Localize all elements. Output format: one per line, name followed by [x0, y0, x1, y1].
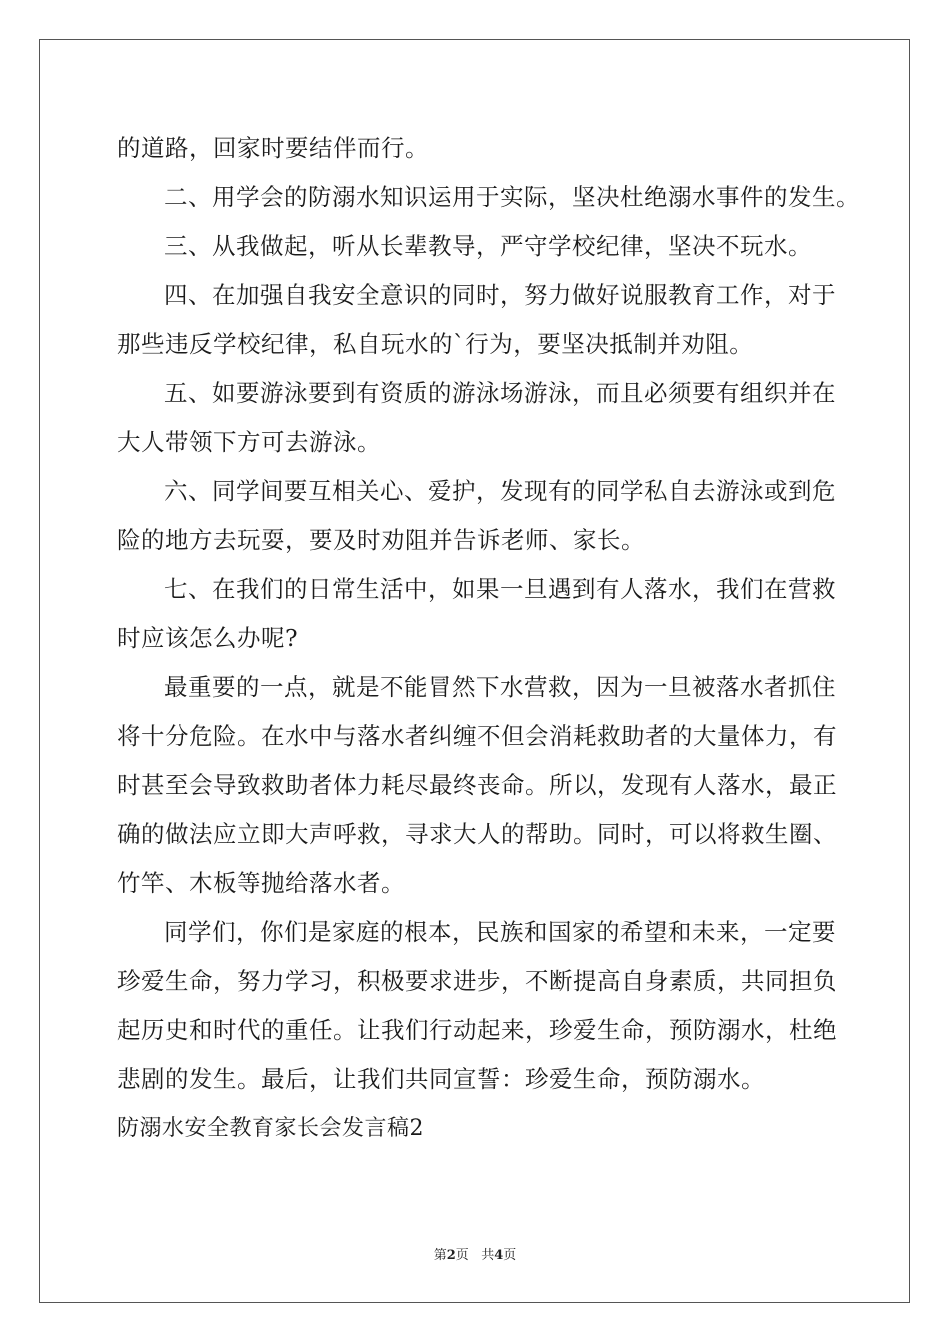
text-line-18: 珍爱生命，努力学习，积极要求进步，不断提高自身素质，共同担负: [117, 967, 837, 995]
text-line-13: 将十分危险。在水中与落水者纠缠不但会消耗救助者的大量体力，有: [117, 722, 837, 750]
footer-total-prefix: 共: [481, 1248, 495, 1263]
footer-prefix: 第: [433, 1248, 447, 1263]
footer-page-suffix: 页: [455, 1248, 469, 1263]
footer-total-suffix: 页: [503, 1248, 517, 1263]
footer-total-pages: 4: [494, 1248, 504, 1263]
text-line-1: 的道路，回家时要结伴而行。: [117, 134, 429, 162]
text-line-7: 大人带领下方可去游泳。: [117, 428, 381, 456]
text-line-3: 三、从我做起，听从长辈教导，严守学校纪律，坚决不玩水。: [164, 232, 812, 260]
text-line-15: 确的做法应立即大声呼救，寻求大人的帮助。同时，可以将救生圈、: [117, 820, 837, 848]
footer-page-number: 2: [446, 1248, 456, 1263]
page-footer: [0, 1246, 950, 1266]
text-line-14: 时甚至会导致救助者体力耗尽最终丧命。所以，发现有人落水，最正: [117, 771, 837, 799]
text-line-16: 竹竿、木板等抛给落水者。: [117, 869, 405, 897]
section-heading: 防溺水安全教育家长会发言稿2: [117, 1116, 424, 1141]
text-line-20: 悲剧的发生。最后，让我们共同宣誓：珍爱生命，预防溺水。: [117, 1065, 765, 1093]
text-line-2: 二、用学会的防溺水知识运用于实际，坚决杜绝溺水事件的发生。: [164, 183, 860, 211]
text-line-17: 同学们，你们是家庭的根本，民族和国家的希望和未来，一定要: [164, 918, 836, 946]
text-line-11: 时应该怎么办呢?: [117, 624, 299, 652]
text-line-8: 六、同学间要互相关心、爱护，发现有的同学私自去游泳或到危: [164, 477, 836, 505]
document-body: [117, 124, 860, 1153]
text-line-12: 最重要的一点，就是不能冒然下水营救，因为一旦被落水者抓住: [164, 673, 836, 701]
text-line-9: 险的地方去玩耍，要及时劝阻并告诉老师、家长。: [117, 526, 645, 554]
text-line-6: 五、如要游泳要到有资质的游泳场游泳，而且必须要有组织并在: [164, 379, 836, 407]
text-line-10: 七、在我们的日常生活中，如果一旦遇到有人落水，我们在营救: [164, 575, 836, 603]
text-line-19: 起历史和时代的重任。让我们行动起来，珍爱生命，预防溺水，杜绝: [117, 1016, 837, 1044]
text-line-4: 四、在加强自我安全意识的同时，努力做好说服教育工作，对于: [164, 281, 836, 309]
text-line-5: 那些违反学校纪律，私自玩水的`行为，要坚决抵制并劝阻。: [117, 330, 754, 358]
